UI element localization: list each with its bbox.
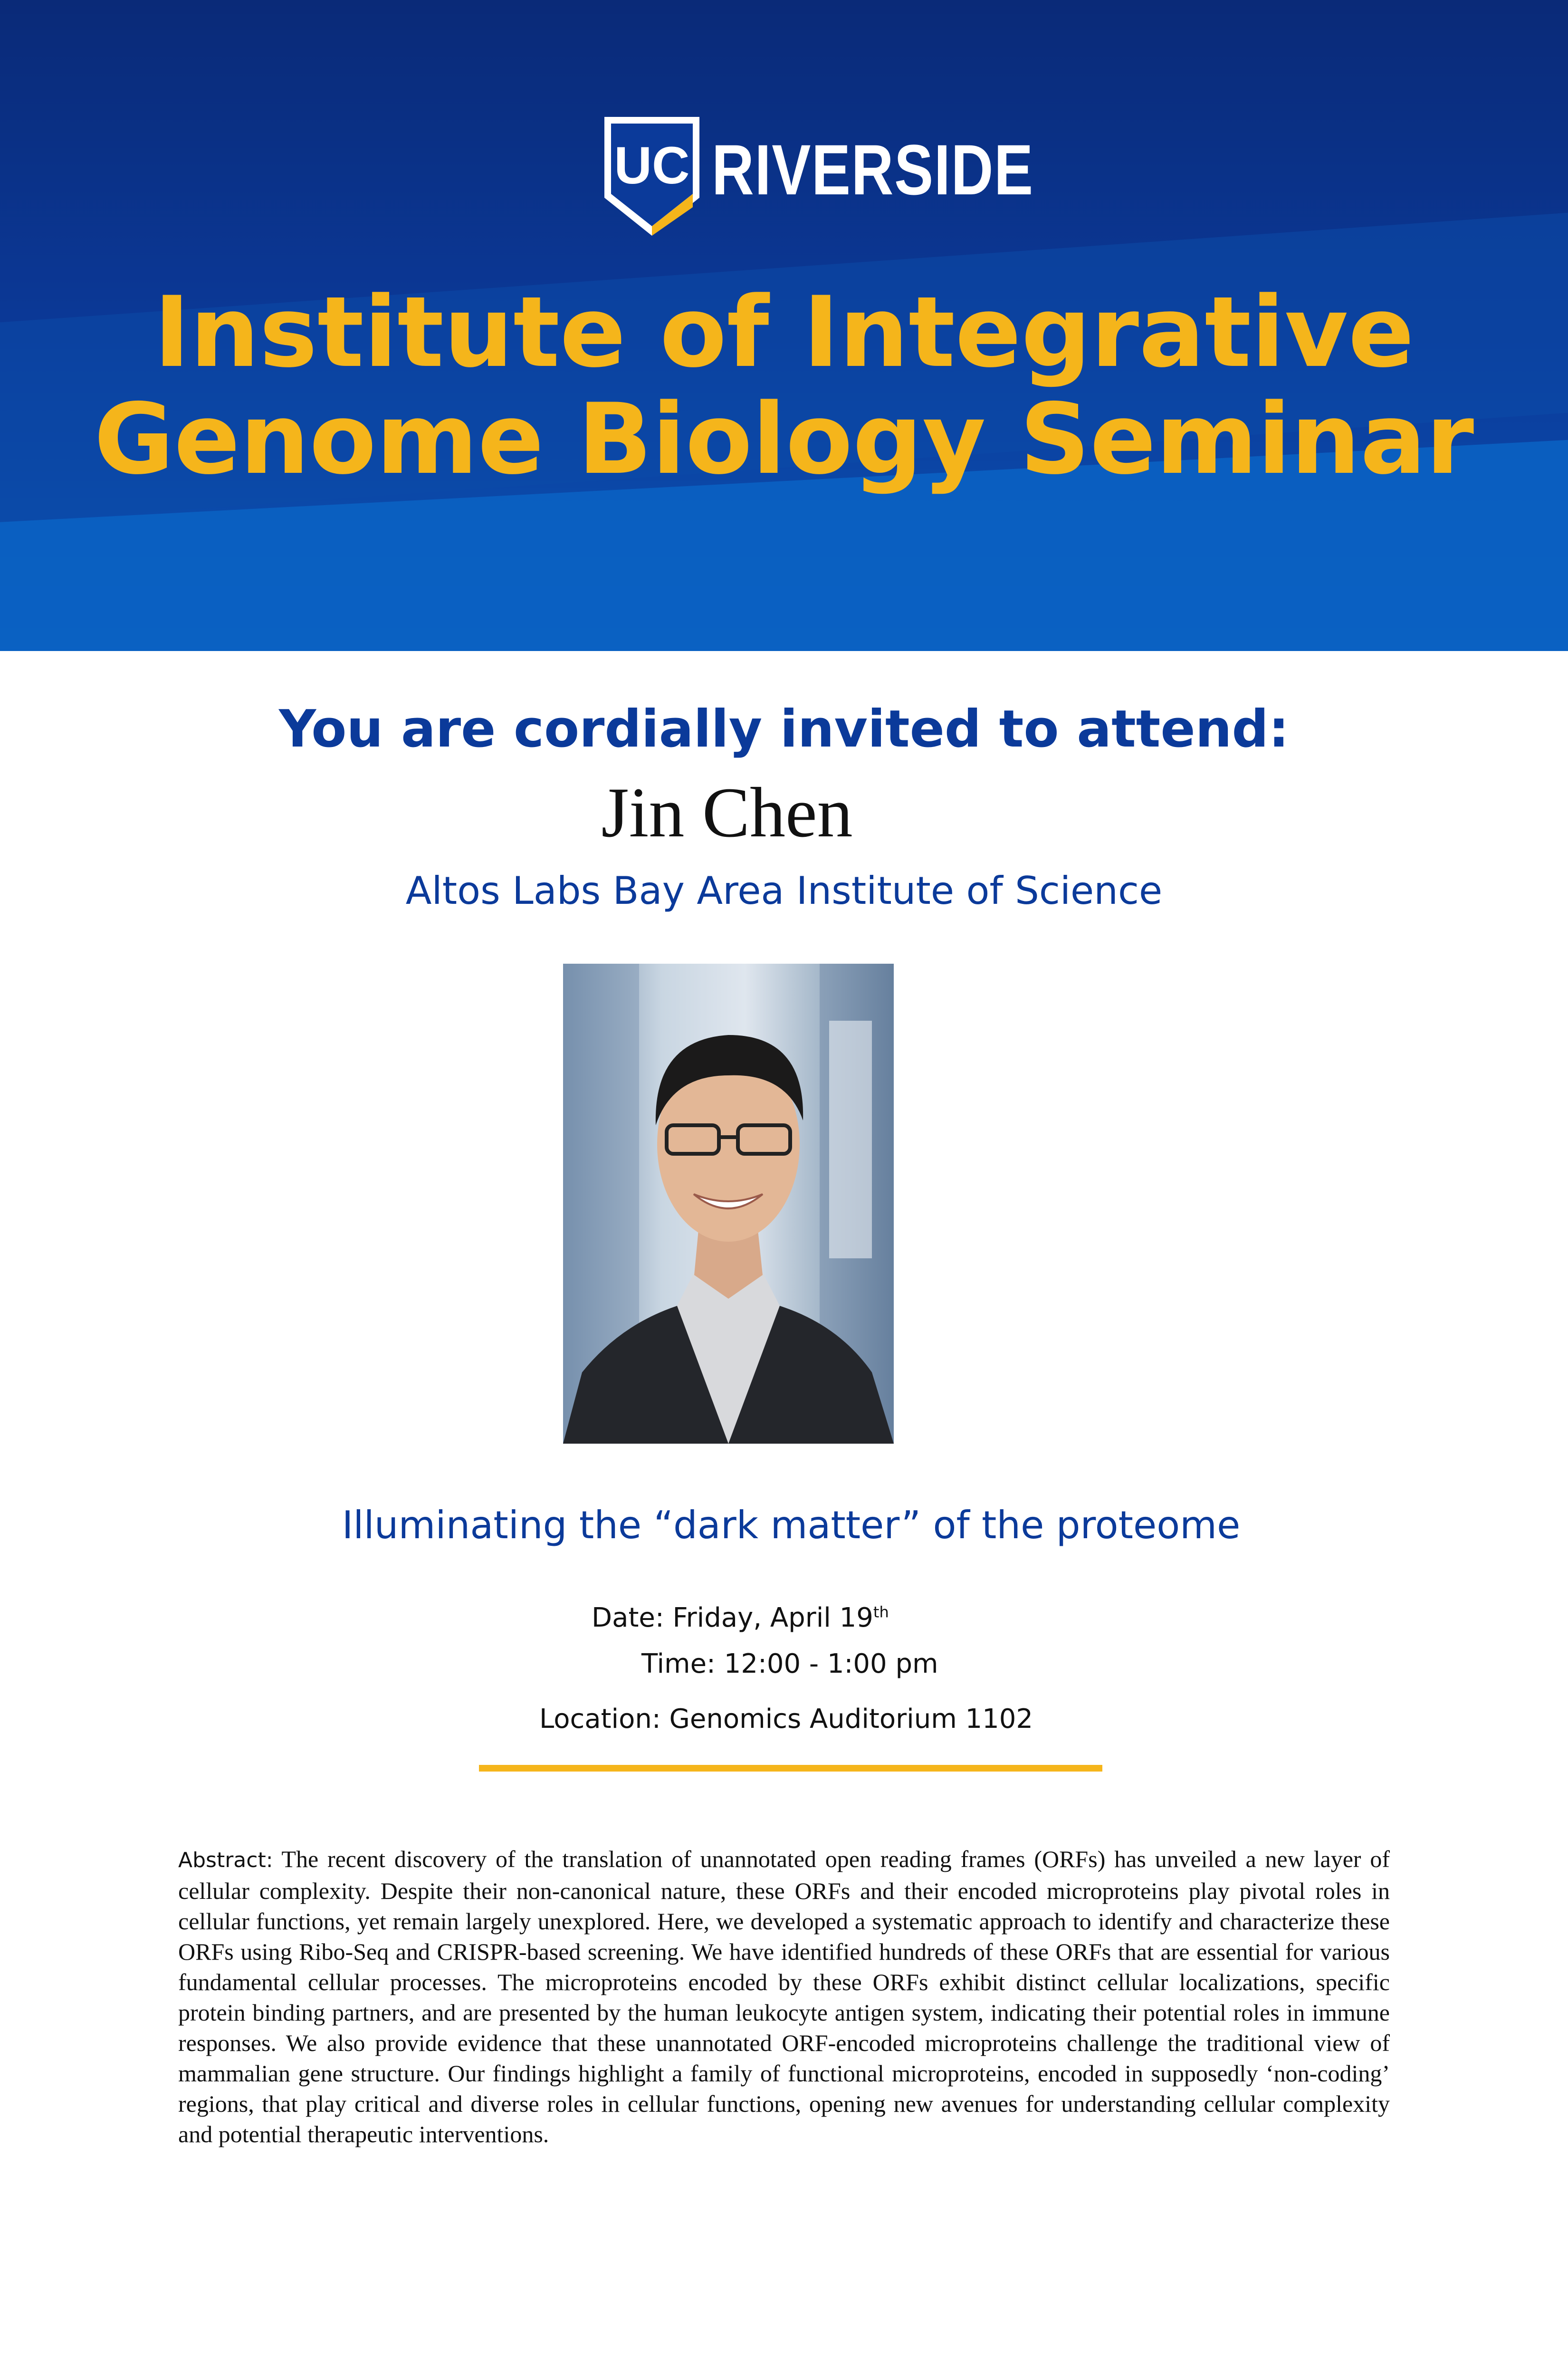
gold-divider [479, 1765, 1102, 1772]
banner-title-line2: Genome Biology Seminar [94, 383, 1474, 496]
speaker-affiliation: Altos Labs Bay Area Institute of Science [405, 869, 1163, 913]
event-date-suffix: th [873, 1603, 889, 1621]
event-date-text: Date: Friday, April 19 [592, 1602, 873, 1633]
uc-shield-icon [604, 117, 699, 236]
speaker-photo [563, 964, 894, 1444]
abstract-text: The recent discovery of the translation of unannotated open reading frames (ORFs) has unveiled a new layer of cellular complexity. Despite their non-canonical nature, these ORFs and their encoded microproteins play pivotal roles in cellular functions, yet remain largely unexplored. Here, we developed a systematic approach to identify and characterize these ORFs using Ribo-Seq and CRISPR-based screening. We have identified hundreds of these ORFs that are essential for various fundamental cellular processes. The microproteins encoded by these ORFs exhibit distinct cellular localizations, specific protein binding partners, and are presented by the human leukocyte antigen system, indicating their potential roles in immune responses. We also provide evidence that these unannotated ORF-encoded microproteins challenge the traditional view of mammalian gene structure. Our findings highlight a family of functional microproteins, encoded in supposedly ‘non-coding’ regions, that play critical and diverse roles in cellular functions, opening new avenues for understanding cellular complexity and potential therapeutic interventions. [178, 1846, 1390, 2147]
speaker-name: Jin Chen [601, 773, 853, 852]
logo-wordmark: RIVERSIDE [712, 130, 1034, 210]
header-banner [0, 0, 1568, 651]
abstract [178, 1844, 1390, 2149]
uc-riverside-logo [604, 117, 1105, 231]
invite-heading: You are cordially invited to attend: [279, 699, 1289, 759]
event-time: Time: 12:00 - 1:00 pm [641, 1648, 938, 1679]
abstract-label: Abstract: [178, 1848, 273, 1872]
event-date [0, 1599, 1568, 1637]
banner-title-line1: Institute of Integrative [153, 276, 1415, 389]
talk-title: Illuminating the “dark matter” of the proteome [342, 1503, 1241, 1547]
event-location: Location: Genomics Auditorium 1102 [539, 1704, 1033, 1734]
uc-mark: UC [614, 136, 690, 195]
